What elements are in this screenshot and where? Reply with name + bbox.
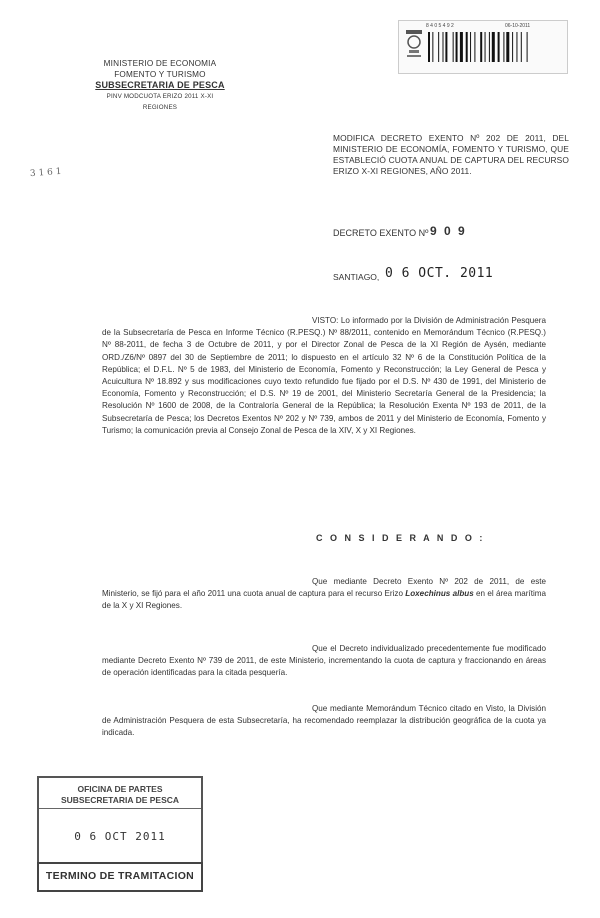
considerando-item-2: Que el Decreto individualizado precedentemente fue modificado mediante Decreto Exento Nº 739 de 2011, de este Ministerio, incrementando la cuota de captura y fraccionando en áreas de operación identificadas para la citada pesquería. xyxy=(102,644,546,678)
termino-tramitacion-stamp xyxy=(37,862,203,892)
ministry-subline: FOMENTO Y TURISMO xyxy=(114,70,206,79)
margin-handwritten-note: 3 1 6 1 xyxy=(29,166,62,180)
file-reference: PINV MODCUOTA ERIZO 2011 X-XI REGIONES xyxy=(106,93,214,111)
barcode-date: 06-10-2011 xyxy=(505,23,531,29)
stamp-divider xyxy=(39,808,201,809)
ministry-line: MINISTERIO DE ECONOMIA xyxy=(103,59,217,68)
considerando-heading: C O N S I D E R A N D O : xyxy=(316,533,485,543)
place-label: SANTIAGO, xyxy=(333,272,380,282)
document-title: MODIFICA DECRETO EXENTO Nº 202 DE 2011, DEL MINISTERIO DE ECONOMÍA, FOMENTO Y TURISMO, QUE ESTABLECIÓ CUOTA ANUAL DE CAPTURA DEL RECURSO ERIZO X-XI REGIONES, AÑO 2011. xyxy=(333,133,569,176)
decree-number: 9 0 9 xyxy=(430,224,467,238)
decree-date-stamp: 0 6 OCT. 2011 xyxy=(385,266,494,281)
barcode-icon xyxy=(428,32,558,62)
considerando-item-3: Que mediante Memorándum Técnico citado en Visto, la División de Administración Pesquera de esta Subsecretaría, ha recomendado reemplazar la distribución geográfica de la cuota ya indicada. xyxy=(102,704,546,738)
visto-paragraph xyxy=(102,315,546,437)
stamp-termino-text: TERMINO DE TRAMITACION xyxy=(45,870,195,882)
decree-label: DECRETO EXENTO Nº xyxy=(333,228,429,238)
visto-text: VISTO: Lo informado por la División de Administración Pesquera de la Subsecretaría de Pesca en Informe Técnico (R.PESQ.) Nº 88/2011, contenido en Memorándum Técnico (R.PESQ.) Nº 88-2011, de fecha 3 de Octubre de 2011, y por el Director Zonal de Pesca de la XI Región de Aysén, mediante ORD./Z6/Nº 0897 del 30 de Septiembre de 2011; lo dispuesto en el artículo 32 Nº 6 de la Constitución Política de la República; el D.F.L. Nº 5 de 1983, del Ministerio de Economía, Fomento y Reconstrucción; la Ley General de Pesca y Acuicultura Nº 18.892 y sus modificaciones cuyo texto refundido fue fijado por el D.S. Nº 430 de 1991, del Ministerio de Economía, Fomento y Reconstrucción; el D.S. Nº 19 de 2001, del Ministerio Secretaría General de la Presidencia; la Resolución Nº 1600 de 2008, de la Contraloría General de la República; la Resolución Exenta Nº 193 de 2011, de la Subsecretaría de Pesca; los Decretos Exentos Nº 202 y Nº 739, ambos de 2011 y del Ministerio de Economía, Fomento y Turismo; la comunicación previa al Consejo Zonal de Pesca de la XIV, X y XI Regiones. xyxy=(102,316,546,435)
stamp-office-name: OFICINA DE PARTES xyxy=(77,784,163,794)
ministry-header xyxy=(90,58,230,113)
barcode-number: 8 4 0 5 4 9 2 xyxy=(426,23,454,29)
stamp-date: 0 6 OCT 2011 xyxy=(74,830,166,843)
stamp-subsecretaria: SUBSECRETARIA DE PESCA xyxy=(60,795,180,805)
considerando-item-1: Que mediante Decreto Exento Nº 202 de 2011, de este Ministerio, se fijó para el año 2011 una cuota anual de captura para el recurso Erizo Loxechinus albus en el área marítima de la X y XI Regiones. xyxy=(102,577,546,611)
seal-icon xyxy=(404,28,424,60)
subsecretaria-line: SUBSECRETARIA DE PESCA xyxy=(95,80,225,90)
species-name: Loxechinus albus xyxy=(405,589,474,599)
